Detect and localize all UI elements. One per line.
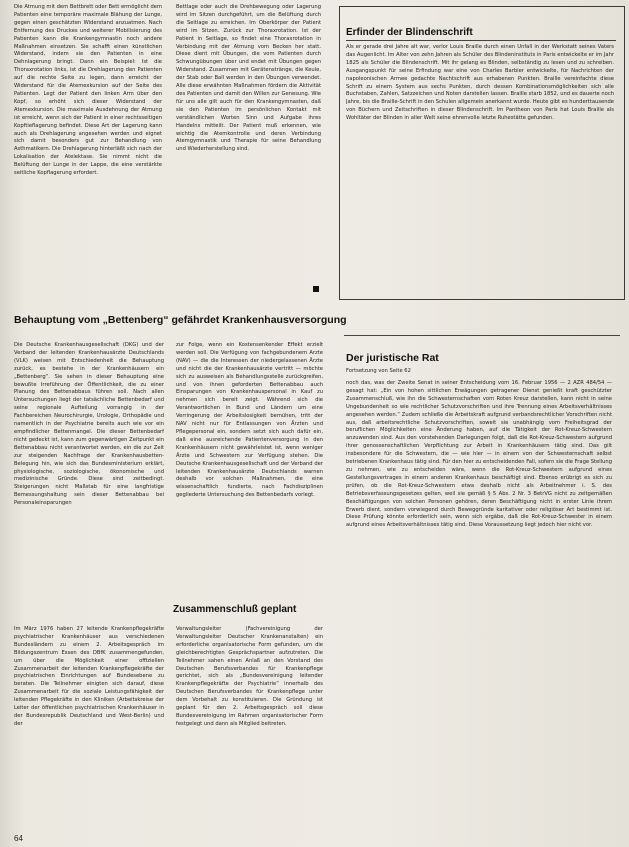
sidebar-divider xyxy=(346,40,616,41)
right-column-top-rule xyxy=(344,335,620,336)
section-heading-zusammenschluss: Zusammenschluß geplant xyxy=(173,604,297,615)
end-of-article-marker xyxy=(313,286,319,292)
top-article-column-1: Die Atmung mit dem Bettbrett oder Bett ermöglicht dem Patienten eine temporäre maximale Blähung der Lunge, gegen einen geschätzten Widerstand anzuatmen. Nach Entfernung des Druckes und weiterer Mobilisierung des Patienten kann die Krankengymnastin noch andere Maßnahmen einsetzen. Sie schafft einen künstlichen Widerstand, indem sie den Patienten in eine Dehnlagerung bringt. Dann ein Beispiel: Ist die Thoraxrotation links, ist die Drehlagerung den Patienten auf die rechte Seite zu legen, dann erreicht der Widerstand für die Atemexkursion auf der Seite des Patienten. Legt der Patient den linken Arm über den Kopf, so erhöht sich dieser Widerstand der Atemexkursion. Die maximale Ausdehnung der Atmung ist erreicht, wenn sich der Patient in einer rechtsseitigen Kopftieflagerung befindet. Diese Art der Lagerung kann auch als Drehlagerung angesehen werden und eignet sich damit besonders gut zur Behandlung von Asthmatikern. Die Drehlagerung hinterläßt sich nach der Lokalisation der Atelektase. Sie nimmt nicht die Belüftung der Lunge in der Lappe, die eine verstärkte seitliche Kopflagerung erfordert. xyxy=(14,4,162,177)
section-heading-bettenberg: Behauptung vom „Bettenberg“ gefährdet Krankenhausversorgung xyxy=(14,314,347,326)
page-number: 64 xyxy=(14,834,23,843)
juristischer-rat-body: noch das, was der Zweite Senat in seiner Entscheidung vom 16. Februar 1956 — 2 AZR 484/54 — gesagt hat: „Ein von hohen sittlichen Erwägungen getragener Dienst genießt kraft geschützter Zusammenschluß, wie ihn die Schwesternschaften vom Roten Kreuz darstellen, kann nicht in seine Ungebundenheit so wie rechtlicher Schutzvorschriften und ihre Trennung eines Arbeitsverhältnisses angesehen werden.“ Zudem schließe die Arbeitskraft aufgrund verbandsrechtlicher Vorschriften nicht aus, daß arbeitsrechtliche Schutzvorschriften, soweit sie unabhängig vom Freiheitsgrad der beruflichen Möglichkeiten eine Änderung haben, auf die Tätigkeit der Rot-Kreuz-Schwestern anzuwenden sind. Aus den vorstehenden Darlegungen folgt, daß die Rot-Kreuz-Schwestern aufgrund ihrer genossenschaftlichen Verpflichtung zur Arbeit in Krankenhäusern tätig sind. Das gilt insbesondere für die Schwestern, die — wie hier — in einem von der Schwesternschaft selbst betriebenen Krankenhaus tätig sind. Für den hier zu entscheidenden Fall, sofern sie die Frage Stellung zu nehmen, wie zu entscheiden wäre, wenn die Rot-Kreuz-Schwestern aufgrund eines Gestellungsvertrages in einem anderen Krankenhaus beschäftigt sind. Ebenso erübrigt es sich zu prüfen, ob die Rot-Kreuz-Schwestern etwa deshalb nicht als Arbeitnehmer i. S. des Betriebsverfassungsgesetzes gelten, weil sie gemäß § 5 Abs. 2 Nr. 3 BetrVG nicht zu zeitgemäßen Beschäftigungen von solchen Personen gehören, deren Beschäftigung nicht in erster Linie ihrem Erwerb dient, sondern vorwiegend durch Beweggründe karitativer oder religiöser Art bestimmt ist. Diese Prüfung könnte erforderlich sein, wenn sich ergäbe, daß die Rot-Kreuz-Schwester in einem aufgrund eines Arbeitsverhältnisses tätig sind. Diese Voraussetzung liegt jedoch hier nicht vor. xyxy=(346,380,612,529)
continuation-note: Fortsetzung von Seite 62 xyxy=(346,368,411,374)
sidebar-title-blindenschrift: Erfinder der Blindenschrift xyxy=(346,27,473,38)
bettenberg-column-2: zur Folge, wenn ein Kostensenkender Effekt erzielt werden soll. Die Verfügung von fachgebundenem Arzte (NAV) — die die Interessen der niedergelassenen Ärzte und nicht die der Krankenhausärzte vertritt — möchte sich zu ausweisen als Behandlungsstelle zurückgreifen, und von ihnen geforderten Bettenabbau auch Einsparungen von Krankenhauspersonal in Kauf zu nehmen sich bereit zeigt. Während sich die Verantwortlichen in Bund und Ländern um eine Verringerung der Arbeitslosigkeit bemühen, tritt der NAV nicht nur für Entlassungen von Ärzten und Pflegepersonal ein, sondern setzt sich auch dafür ein, daß eine ausreichende Patientenversorgung in den Krankenhäusern nicht gewährleistet ist, wenn weniger Ärzte und Schwestern zur Verfügung stehen. Die Deutsche Krankenhausgesellschaft und der Verband der leitenden Krankenhausärzte Deutschlands warnen deshalb vor solchen Maßnahmen, die eine wissenschaftlich fundierte, nach Fachdisziplinen gegliederte Untersuchung des Bettenbedarfs vorlegt. xyxy=(176,342,323,499)
sidebar-title-juristischer-rat: Der juristische Rat xyxy=(346,352,439,364)
zusammenschluss-column-2: Verwaltungsleiter (Fachvereinigung der Verwaltungsleiter Deutscher Krankenanstalten) ein erforderliche organisatorische Form gefunden, um die gleichberechtigten Gesprächspartner aufzutreten. Die Teilnehmer sahen einen Anlaß an den Vorstand des Deutschen Berufsverbandes für Krankenpflege gerichtet, sich als „Bundesvereinigung leitender Krankenpflegekräfte der Psychiatrie“ innerhalb des Deutschen Berufsverbandes für Krankenpflege unter dem Vorbehalt zu konstituieren. Die Gründung ist geplant für den 2. Arbeitsgespräch soll diese Bundesvereinigung im Rahmen organisatorischer Form festgelegt und dann als Mitglied beitreten. xyxy=(176,626,323,727)
sidebar-body-blindenschrift: Als er gerade drei Jahre alt war, verlor Louis Braille durch einen Unfall in der Werkstatt seines Vaters das Augenlicht. Im Alter von zehn Jahren als Schüler des Blindeninstituts in Paris entwickelte er im Jahr 1825 als Schüler die Blindenschrift. Mit ihr gelang es Blinden, selbständig zu lesen und zu schreiben. Ausgangspunkt für seine Erfindung war eine von Charles Barbier entwickelte, für Nachrichten der napoleonischen Armee gedachte Nachtschrift aus erhabenen Punkten. Braille vereinfachte diese Schrift zu einem System aus sechs Punkten, durch dessen Kombinationsmöglichkeiten sich alle Buchstaben, Zahlen, Satzzeichen und Noten darstellen lassen. Braille starb 1852, und es dauerte noch Jahre, bis die Braille-Schrift in den Schulen allgemein anerkannt wurde. Heute gibt es hunderttausende von Büchern und Zeitschriften in dieser Blindenschrift. Im Pantheon von Paris hat Louis Braille als Wohltäter der Blinden in aller Welt seine ehrenvolle letzte Ruhestätte gefunden. xyxy=(346,44,614,122)
top-article-column-2: Bettlage oder auch die Drehbewegung oder Lagerung wird im Sitzen durchgeführt, um die Belüftung durch die Seitlage zu erreichen. Im Oberkörper der Patient wird im Sitzen. Zurück zur Thoraxrotation. Ist der Patient in Seitlage, so findet eine Thoraxrotation in Verbindung mit der Atmung vom Becken her statt. Diese dient mit Übungen, die vom Patienten durch Schwungübungen über und endet mit Übungen gegen Widerstand. Zusammen mit Gerätenstränge, die Keule, der Stab oder Ball werden in den Übungen verwendet. Alle diese erwähnten Maßnahmen fördern die Aktivität des Patienten und damit den Willen zur Genesung. Wie für uns alle gilt auch für den Krankengymnasten, daß sie den Patienten im persönlichen Kontakt mit verständlichen Worten Sinn und Aufgabe ihres Handelns mitteilt. Der Patient muß erkennen, wie wichtig die Atemkontrolle und deren Verbindung Atemgymnastik und Therapie für seine Behandlung und Wiederherstellung sind. xyxy=(176,4,321,153)
zusammenschluss-column-1: Im März 1976 haben 27 leitende Krankenpflegekräfte psychiatrischer Krankenhäuser aus verschiedenen Bundesländern zu einem 2. Arbeitsgespräch im Bildungszentrum Essen des DBfK zusammengefunden, um über die Möglichkeit einer offiziellen Zusammenarbeit der leitenden Krankenpflegekräfte der psychiatrischen Einrichtungen auf Bundesebene zu beraten. Die Teilnehmer einigten sich darauf, diese Zusammenarbeit für die soziale Leistungsfähigkeit der leitenden Pflegekräfte in den Kliniken (Arbeitskreise der Leiter der öffentlichen psychiatrischen Krankenhäuser in der Bundesrepublik Deutschland und West-Berlin) und der xyxy=(14,626,164,727)
bettenberg-column-1: Die Deutsche Krankenhausgesellschaft (DKG) und der Verband der leitenden Krankenhausärzte Deutschlands (VLK) weisen mit Entschiedenheit die Behauptung zurück, es bestehe in der Krankenhäusern ein „Bettenberg“. Sie sehen in dieser Behauptung eine bewußte Irreführung der Öffentlichkeit, die zu einer Planung des Bettenabbaus führen soll. Nach allen Untersuchungen liegt der tatsächliche Bettenbedarf und seine regionale Aufteilung vorrangig in der Fachbereichen Neurochirurgie, Urologie, Orthopädie und namentlich in der Psychiatrie bereits auch wie vor ein empfindlicher Bettenmangel. Die dieser Bettenbedarf nicht gedeckt ist, kann zum gegenwärtigen Zeitpunkt ein Bettenabbau nicht verantwortet werden, ein die zur Zeit zur steigenden Nachfrage der Krankenhausbetten-Belegung hin, wie sich das Bundesministerium erklärt, physiologische, soziologische, ökonomische und medizinische Gründe. Diese sind zeitbedingt. Steigerungen nicht Maßstab für eine langfristige Bemessungshaltung sein dieser Bettenabbau bei Personaleinsparungen xyxy=(14,342,164,507)
